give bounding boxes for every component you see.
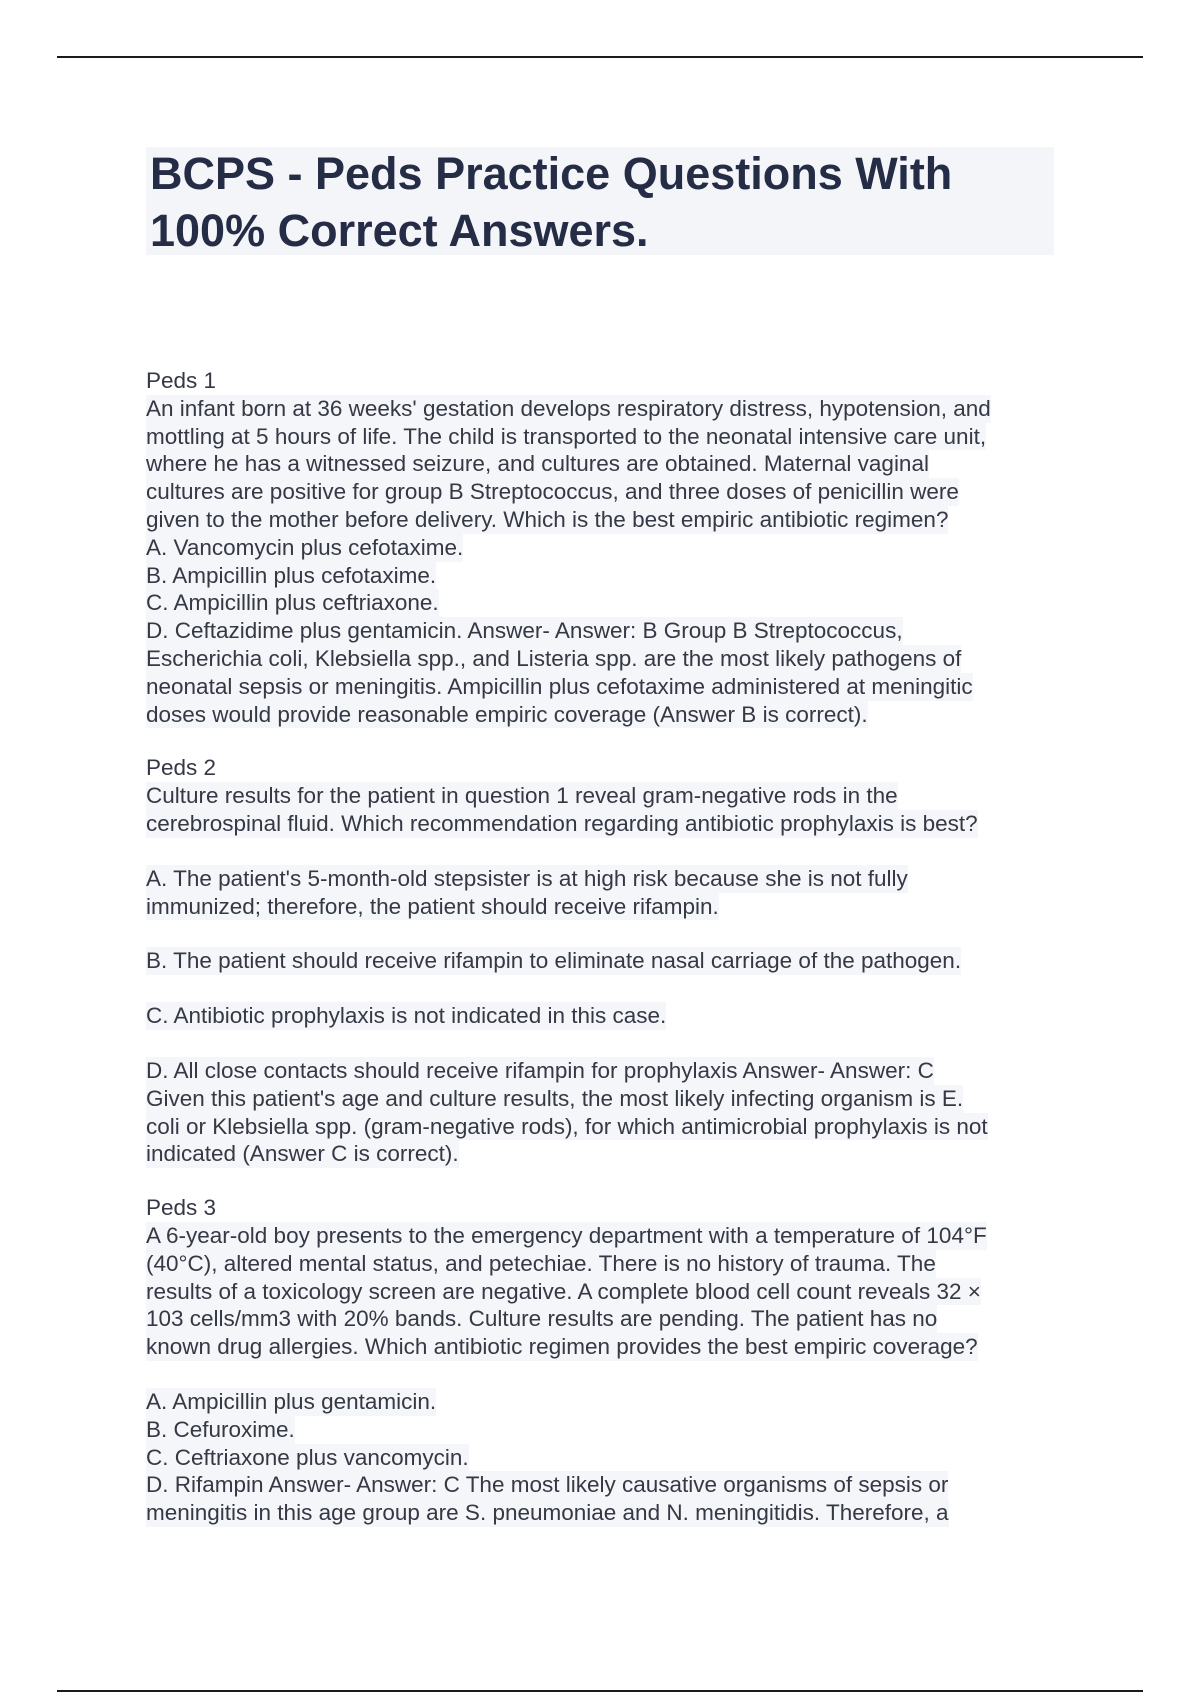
answer-explanation-line: coli or Klebsiella spp. (gram-negative rods), for which antimicrobial prophylaxis is not <box>146 1113 988 1139</box>
question-text-line: Culture results for the patient in question 1 reveal gram-negative rods in the <box>146 783 898 809</box>
top-rule <box>57 56 1143 58</box>
question-block-peds-3 <box>146 1194 1066 1527</box>
bottom-rule <box>57 1690 1143 1692</box>
question-block-peds-1 <box>146 367 1066 728</box>
question-text-line: results of a toxicology screen are negative. A complete blood cell count reveals 32 × <box>146 1278 981 1304</box>
answer-option: B. Ampicillin plus cefotaxime. <box>146 562 437 588</box>
answer-explanation-line: Escherichia coli, Klebsiella spp., and Listeria spp. are the most likely pathogens of <box>146 645 962 671</box>
question-text-line: where he has a witnessed seizure, and cultures are obtained. Maternal vaginal <box>146 451 929 477</box>
question-text-line: An infant born at 36 weeks' gestation develops respiratory distress, hypotension, and <box>146 395 991 421</box>
answer-option: C. Antibiotic prophylaxis is not indicated in this case. <box>146 1003 667 1029</box>
answer-option: D. Ceftazidime plus gentamicin. Answer- Answer: B Group B Streptococcus, <box>146 618 903 644</box>
document-title <box>146 147 1054 255</box>
answer-option: C. Ampicillin plus ceftriaxone. <box>146 590 439 616</box>
question-text-line: cultures are positive for group B Streptococcus, and three doses of penicillin were <box>146 479 959 505</box>
answer-option: A. Vancomycin plus cefotaxime. <box>146 534 464 560</box>
question-text-line: cerebrospinal fluid. Which recommendation regarding antibiotic prophylaxis is best? <box>146 810 978 836</box>
question-text-line: A 6-year-old boy presents to the emergency department with a temperature of 104°F <box>146 1222 987 1248</box>
answer-option: immunized; therefore, the patient should receive rifampin. <box>146 893 719 919</box>
title-line: BCPS - Peds Practice Questions With <box>150 148 953 199</box>
question-block-peds-2 <box>146 754 1066 1168</box>
question-text-line: given to the mother before delivery. Which is the best empiric antibiotic regimen? <box>146 506 949 532</box>
question-heading: Peds 3 <box>146 1195 217 1221</box>
title-line: 100% Correct Answers. <box>150 205 649 256</box>
answer-explanation-line: indicated (Answer C is correct). <box>146 1141 459 1167</box>
answer-explanation-line: doses would provide reasonable empiric coverage (Answer B is correct). <box>146 701 868 727</box>
answer-option: D. All close contacts should receive rifampin for prophylaxis Answer- Answer: C <box>146 1057 934 1083</box>
answer-option: B. The patient should receive rifampin to eliminate nasal carriage of the pathogen. <box>146 948 962 974</box>
question-text-line: (40°C), altered mental status, and petechiae. There is no history of trauma. The <box>146 1250 936 1276</box>
answer-option: A. The patient's 5-month-old stepsister is at high risk because she is not fully <box>146 865 908 891</box>
answer-option: D. Rifampin Answer- Answer: C The most likely causative organisms of sepsis or <box>146 1472 949 1498</box>
question-text-line: 103 cells/mm3 with 20% bands. Culture results are pending. The patient has no <box>146 1306 938 1332</box>
answer-option: C. Ceftriaxone plus vancomycin. <box>146 1444 469 1470</box>
question-heading: Peds 2 <box>146 755 217 781</box>
document-body <box>146 367 1066 1527</box>
answer-option: B. Cefuroxime. <box>146 1416 295 1442</box>
answer-explanation-line: meningitis in this age group are S. pneumoniae and N. meningitidis. Therefore, a <box>146 1500 949 1526</box>
answer-option: A. Ampicillin plus gentamicin. <box>146 1388 437 1414</box>
question-text-line: known drug allergies. Which antibiotic regimen provides the best empiric coverage? <box>146 1334 978 1360</box>
question-text-line: mottling at 5 hours of life. The child is transported to the neonatal intensive care unit, <box>146 423 987 449</box>
answer-explanation-line: neonatal sepsis or meningitis. Ampicillin plus cefotaxime administered at meningitic <box>146 673 973 699</box>
answer-explanation-line: Given this patient's age and culture results, the most likely infecting organism is E. <box>146 1085 964 1111</box>
question-heading: Peds 1 <box>146 368 217 393</box>
